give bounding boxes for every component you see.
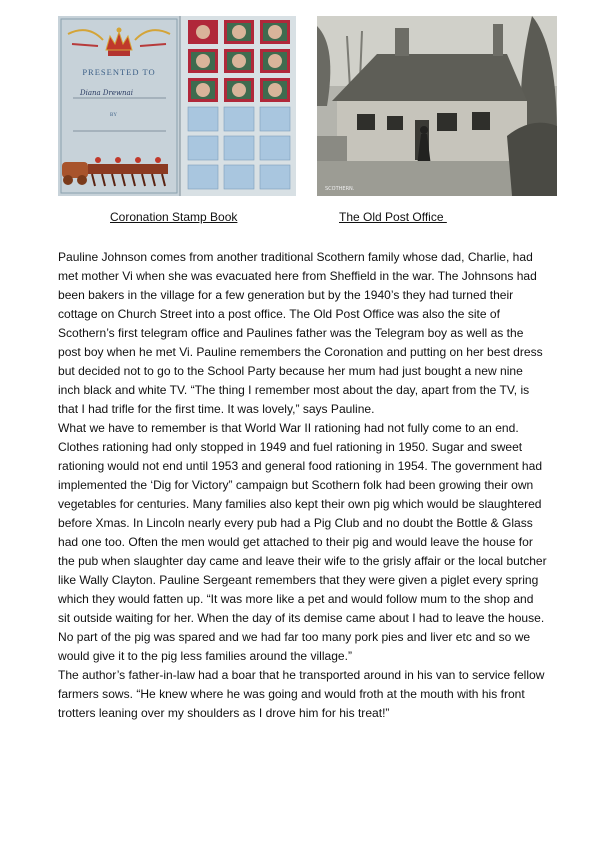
empty-stamp-slot <box>224 107 254 131</box>
paragraph-rationing: What we have to remember is that World War II rationing had not fully come to an end. Clothes rationing had only stopped in 1949 and fuel rationing in 1950. Sugar and sweet rationing would not end until 1953 and general food rationing in 1954. The government had implemented the ‘Dig for Victory” campaign but Scothern folk had been growing their own vegetables for centuries. Many families also kept their own pig which would be slaughtered before Xmas. In Lincoln nearly every pub had a Pig Club and no doubt the Bottle & Glass had one too. Often the men would get attached to their pig and would leave the house for the pub when slaughter day came and leave their wife to the grisly affair or the local butcher like Wally Clayton. Pauline Sergeant remembers that they were given a piglet every spring which they would fatten up. “It was more like a pet and would follow mum to the shop and sit outside waiting for her. When the day of its demise came about I had to leave the house. No part of the pig was spared and we had far too many pork pies and liver etc and so we would give it to the pig less families around the village.” <box>58 421 547 663</box>
empty-stamp-slot <box>260 165 290 189</box>
post-office-illustration <box>317 16 557 196</box>
old-post-office-photo <box>317 16 557 196</box>
empty-stamp-slot <box>260 107 290 131</box>
stamp-portrait <box>232 83 246 97</box>
stamp-portrait <box>196 25 210 39</box>
stamp-portrait <box>232 25 246 39</box>
caption-old-post-office: The Old Post Office <box>339 210 447 224</box>
empty-stamp-slot <box>260 136 290 160</box>
cover-heading: PRESENTED TO <box>82 67 156 77</box>
stamp-portrait <box>268 83 282 97</box>
empty-stamp-slot <box>188 107 218 131</box>
stamp-portrait <box>196 83 210 97</box>
caption-stamp-book: Coronation Stamp Book <box>110 210 238 224</box>
stamp-portrait <box>196 54 210 68</box>
stamp-portrait <box>232 54 246 68</box>
cover-by: BY <box>110 113 117 118</box>
paragraph-pauline-johnson: Pauline Johnson comes from another traditional Scothern family whose dad, Charlie, had met mother Vi when she was evacuated here from Sheffield in the war. The Johnsons had been bakers in the village for a few generation but by the 1940’s they had turned their cottage on Church Street into a post office. The Old Post Office was also the site of Scothern’s first telegram office and Paulines father was the Telegram boy as well as the post boy when he met Vi. Pauline remembers the Coronation and putting on her best dress but decided not to go to the School Party because her mum had just bought a new nine inch black and white TV. “The thing I remember most about the day, apart from the TV, is that I had trifle for the first time. It was lovely,” says Pauline. <box>58 250 543 416</box>
empty-stamp-slot <box>188 165 218 189</box>
stamp-portrait <box>268 54 282 68</box>
stamp-book-illustration <box>58 16 296 196</box>
empty-stamp-slot <box>224 136 254 160</box>
paragraph-boar: The author’s father-in-law had a boar that he transported around in his van to service fellow farmers sows. “He knew where he was going and would froth at the mouth with his front trotters leaning over my shoulders as I drove him for his treat!” <box>58 668 545 720</box>
empty-stamp-slot <box>188 136 218 160</box>
cover-name: Diana Drewnai <box>80 89 133 97</box>
svg-text:SCOTHERN.: SCOTHERN. <box>325 186 355 192</box>
stamp-portrait <box>268 25 282 39</box>
stamp-book-photo <box>58 16 296 196</box>
empty-stamp-slot <box>224 165 254 189</box>
article-body <box>58 248 548 723</box>
